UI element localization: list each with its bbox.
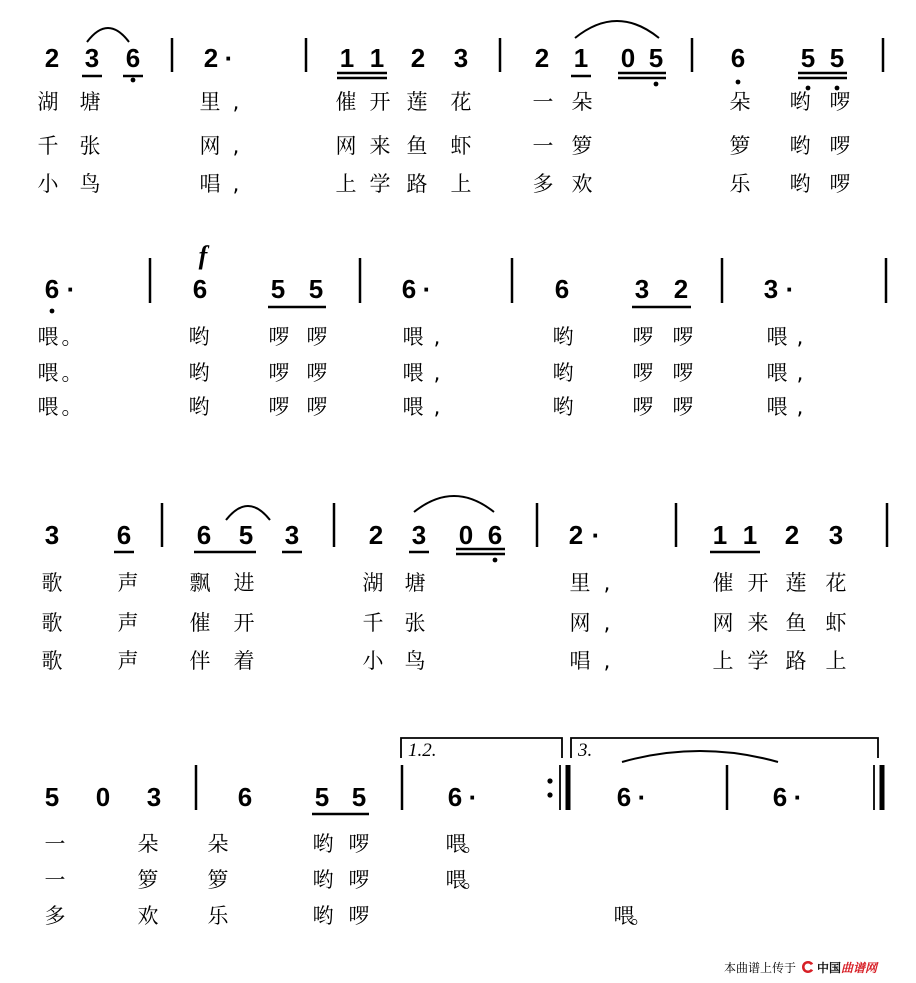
lyric-syllable: 啰: [268, 361, 290, 385]
augmentation-dot: ·: [591, 520, 601, 550]
note-number: 5: [314, 782, 330, 812]
upload-credit-text: 本曲谱上传于: [724, 960, 797, 975]
lyric-syllable: 催: [189, 611, 211, 635]
lyric-syllable: ,: [796, 361, 804, 385]
lyric-syllable: 来: [747, 611, 769, 635]
lyric-syllable: 鸟: [404, 649, 426, 673]
note-number: 3: [763, 274, 779, 304]
lyric-syllable: 鱼: [406, 134, 428, 158]
lyric-syllable: 哟: [312, 832, 334, 856]
note-number: 6: [192, 274, 208, 304]
lyric-syllable: 。: [61, 361, 83, 385]
lyric-syllable: ,: [232, 90, 240, 114]
note-number: 3: [411, 520, 427, 550]
note-number: 5: [648, 43, 664, 73]
lyric-syllable: 虾: [450, 134, 472, 158]
lyric-syllable: ,: [433, 361, 441, 385]
lyric-syllable: 学: [747, 649, 769, 673]
note-number: 1: [339, 43, 355, 73]
lyric-syllable: 着: [233, 649, 255, 673]
lyric-syllable: 啰: [829, 172, 851, 196]
lyric-syllable: 箩: [137, 868, 159, 892]
note-number: 0: [620, 43, 636, 73]
repeat-dot: [547, 792, 552, 797]
lyric-syllable: 路: [785, 649, 807, 673]
lyric-syllable: 一: [44, 832, 66, 856]
slur-arc: [575, 21, 659, 38]
note-number: 0: [458, 520, 474, 550]
lyric-syllable: 哟: [188, 361, 210, 385]
lyric-syllable: 花: [450, 90, 472, 114]
site-logo-icon: [801, 960, 815, 974]
lyric-syllable: 朵: [571, 90, 593, 114]
lyric-syllable: 进: [233, 571, 255, 595]
octave-dot: [493, 558, 498, 563]
lyric-syllable: 虾: [825, 611, 847, 635]
lyric-syllable: 声: [117, 571, 139, 595]
volta-label: 1.2.: [408, 740, 437, 761]
lyric-syllable: 学: [369, 172, 391, 196]
lyric-syllable: 鱼: [785, 611, 807, 635]
lyric-syllable: 哟: [188, 325, 210, 349]
lyric-syllable: ,: [433, 395, 441, 419]
note-number: 1: [369, 43, 385, 73]
note-number: 2: [410, 43, 426, 73]
lyric-syllable: 小: [37, 172, 59, 196]
lyric-syllable: 开: [233, 611, 255, 635]
lyric-syllable: 朵: [137, 832, 159, 856]
lyric-syllable: 催: [335, 90, 357, 114]
lyric-syllable: 上: [335, 172, 357, 196]
note-number: 5: [351, 782, 367, 812]
lyric-syllable: 千: [37, 134, 59, 158]
lyric-syllable: 喂: [37, 325, 59, 349]
lyric-syllable: ,: [796, 395, 804, 419]
lyric-syllable: 多: [44, 904, 66, 928]
lyric-syllable: 箩: [207, 868, 229, 892]
lyric-syllable: 啰: [348, 868, 370, 892]
note-number: 0: [95, 782, 111, 812]
note-number: 3: [84, 43, 100, 73]
lyric-syllable: 伴: [189, 649, 211, 673]
note-number: 3: [828, 520, 844, 550]
lyric-syllable: 哟: [312, 904, 334, 928]
note-number: 3: [284, 520, 300, 550]
lyric-syllable: 飘: [189, 571, 211, 595]
lyric-syllable: ,: [232, 134, 240, 158]
lyric-syllable: 。: [462, 868, 484, 892]
note-number: 2: [203, 43, 219, 73]
lyric-syllable: 啰: [348, 904, 370, 928]
lyric-syllable: 喂: [445, 832, 467, 856]
lyric-syllable: 啰: [306, 325, 328, 349]
lyric-syllable: 张: [79, 134, 101, 158]
augmentation-dot: ·: [785, 274, 795, 304]
lyric-syllable: 欢: [571, 172, 593, 196]
note-number: 2: [368, 520, 384, 550]
note-number: 1: [573, 43, 589, 73]
note-number: 5: [800, 43, 816, 73]
augmentation-dot: ·: [637, 782, 647, 812]
augmentation-dot: ·: [66, 274, 76, 304]
lyric-syllable: 朵: [207, 832, 229, 856]
lyric-syllable: 啰: [632, 361, 654, 385]
lyric-syllable: 啰: [632, 395, 654, 419]
lyric-syllable: 啰: [672, 361, 694, 385]
lyric-syllable: 啰: [632, 325, 654, 349]
lyric-syllable: 路: [406, 172, 428, 196]
octave-dot: [50, 309, 55, 314]
lyric-syllable: 多: [532, 172, 554, 196]
lyric-syllable: 喂: [766, 361, 788, 385]
note-number: 5: [829, 43, 845, 73]
lyric-syllable: 里: [569, 571, 591, 595]
lyric-syllable: ,: [433, 325, 441, 349]
lyric-syllable: 网: [712, 611, 734, 635]
lyric-syllable: 塘: [79, 90, 101, 114]
note-number: 6: [487, 520, 503, 550]
lyric-syllable: 上: [712, 649, 734, 673]
site-name-accent: 曲谱网: [841, 960, 878, 975]
lyric-syllable: 。: [61, 395, 83, 419]
octave-dot: [736, 80, 741, 85]
lyric-syllable: 网: [335, 134, 357, 158]
lyric-syllable: 哟: [789, 172, 811, 196]
lyric-syllable: 哟: [552, 395, 574, 419]
note-number: 2: [44, 43, 60, 73]
lyric-syllable: 歌: [41, 649, 63, 673]
site-name-prefix: 中国: [817, 960, 842, 975]
lyric-syllable: 湖: [37, 90, 59, 114]
note-number: 6: [116, 520, 132, 550]
lyric-syllable: 鸟: [79, 172, 101, 196]
lyric-syllable: 花: [825, 571, 847, 595]
note-number: 3: [453, 43, 469, 73]
repeat-dot: [547, 778, 552, 783]
note-number: 5: [44, 782, 60, 812]
note-number: 6: [772, 782, 788, 812]
note-number: 1: [712, 520, 728, 550]
lyric-syllable: 网: [199, 134, 221, 158]
lyric-syllable: 啰: [672, 395, 694, 419]
lyric-syllable: 啰: [306, 361, 328, 385]
lyric-syllable: 千: [362, 611, 384, 635]
lyric-syllable: 开: [369, 90, 391, 114]
lyric-syllable: 哟: [789, 90, 811, 114]
site-footer: [724, 958, 877, 976]
lyric-syllable: ,: [603, 571, 611, 595]
note-number: 5: [270, 274, 286, 304]
lyric-syllable: 喂: [402, 395, 424, 419]
lyric-syllable: 啰: [672, 325, 694, 349]
note-number: 6: [44, 274, 60, 304]
octave-dot: [654, 82, 659, 87]
augmentation-dot: ·: [422, 274, 432, 304]
note-number: 6: [730, 43, 746, 73]
lyric-syllable: 上: [450, 172, 472, 196]
lyric-syllable: 。: [61, 325, 83, 349]
lyric-syllable: 开: [747, 571, 769, 595]
lyric-syllable: 唱: [569, 649, 591, 673]
lyric-syllable: 欢: [137, 904, 159, 928]
note-number: 2: [673, 274, 689, 304]
lyric-syllable: 一: [532, 134, 554, 158]
augmentation-dot: ·: [224, 43, 234, 73]
lyric-syllable: 唱: [199, 172, 221, 196]
lyric-syllable: 喂: [766, 395, 788, 419]
lyric-syllable: 喂: [766, 325, 788, 349]
lyric-syllable: 一: [44, 868, 66, 892]
note-number: 2: [568, 520, 584, 550]
lyric-syllable: 啰: [348, 832, 370, 856]
octave-dot: [131, 78, 136, 83]
lyric-syllable: 哟: [552, 325, 574, 349]
lyric-syllable: ,: [603, 611, 611, 635]
lyric-syllable: 张: [404, 611, 426, 635]
lyric-syllable: 来: [369, 134, 391, 158]
lyric-syllable: 喂: [402, 325, 424, 349]
lyric-syllable: 莲: [406, 90, 428, 114]
augmentation-dot: ·: [468, 782, 478, 812]
lyric-syllable: 歌: [41, 611, 63, 635]
lyric-syllable: 小: [362, 649, 384, 673]
lyric-syllable: 哟: [312, 868, 334, 892]
note-number: 5: [308, 274, 324, 304]
lyric-syllable: 网: [569, 611, 591, 635]
lyric-syllable: 歌: [41, 571, 63, 595]
note-number: 6: [616, 782, 632, 812]
lyric-syllable: 啰: [268, 395, 290, 419]
dynamic-marking: f: [198, 241, 208, 270]
note-number: 2: [784, 520, 800, 550]
lyric-syllable: 里: [199, 90, 221, 114]
lyric-syllable: 喂: [613, 904, 635, 928]
lyric-syllable: 上: [825, 649, 847, 673]
lyric-syllable: 啰: [829, 90, 851, 114]
lyric-syllable: 声: [117, 611, 139, 635]
note-number: 3: [44, 520, 60, 550]
site-logo-text: [817, 959, 877, 976]
lyric-syllable: 喂: [37, 361, 59, 385]
lyric-syllable: 啰: [268, 325, 290, 349]
note-number: 6: [447, 782, 463, 812]
lyric-syllable: 声: [117, 649, 139, 673]
lyric-syllable: 啰: [306, 395, 328, 419]
note-number: 6: [401, 274, 417, 304]
lyric-syllable: 箩: [571, 134, 593, 158]
lyric-syllable: 哟: [188, 395, 210, 419]
lyric-syllable: ,: [232, 172, 240, 196]
volta-bracket-third: [571, 738, 878, 758]
lyric-syllable: 。: [630, 904, 652, 928]
lyric-syllable: 一: [532, 90, 554, 114]
lyric-syllable: 塘: [404, 571, 426, 595]
note-number: 3: [146, 782, 162, 812]
lyric-syllable: 莲: [785, 571, 807, 595]
note-number: 6: [196, 520, 212, 550]
lyric-syllable: ,: [603, 649, 611, 673]
lyric-syllable: 。: [462, 832, 484, 856]
slur-arc: [87, 28, 129, 42]
lyric-syllable: 乐: [729, 172, 751, 196]
slur-arc: [414, 496, 494, 512]
volta-label: 3.: [578, 740, 593, 761]
note-number: 6: [237, 782, 253, 812]
lyric-syllable: 啰: [829, 134, 851, 158]
lyric-syllable: 喂: [445, 868, 467, 892]
slur-arc: [622, 751, 778, 762]
lyric-syllable: 喂: [37, 395, 59, 419]
lyric-syllable: 箩: [729, 134, 751, 158]
lyric-syllable: ,: [796, 325, 804, 349]
lyric-syllable: 催: [712, 571, 734, 595]
lyric-syllable: 喂: [402, 361, 424, 385]
lyric-syllable: 湖: [362, 571, 384, 595]
note-number: 5: [238, 520, 254, 550]
augmentation-dot: ·: [793, 782, 803, 812]
note-number: 1: [742, 520, 758, 550]
note-number: 6: [125, 43, 141, 73]
lyric-syllable: 朵: [729, 90, 751, 114]
lyric-syllable: 哟: [789, 134, 811, 158]
lyric-syllable: 乐: [207, 904, 229, 928]
note-number: 2: [534, 43, 550, 73]
slur-arc: [226, 506, 270, 520]
note-number: 6: [554, 274, 570, 304]
note-number: 3: [634, 274, 650, 304]
lyric-syllable: 哟: [552, 361, 574, 385]
